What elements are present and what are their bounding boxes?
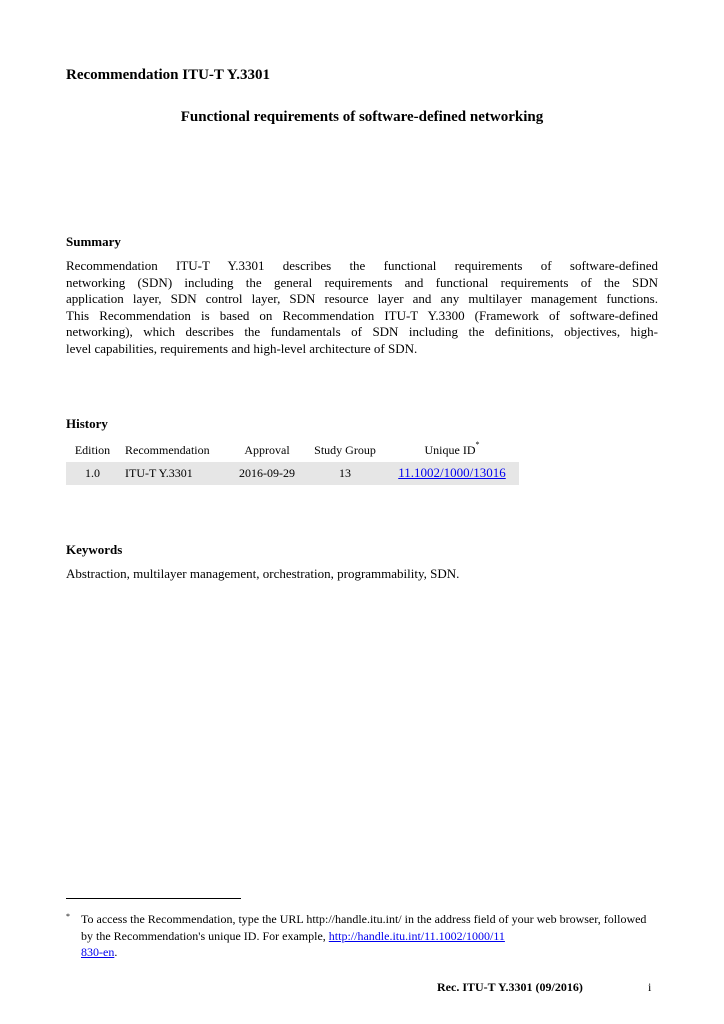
summary-line: networking (SDN) including the general requirements and functional requirements of the SDN xyxy=(66,274,658,290)
keywords-heading: Keywords xyxy=(66,542,123,557)
example-handle-link[interactable]: http://handle.itu.int/11.1002/1000/11 830-en xyxy=(81,928,505,959)
column-header-study-group: Study Group xyxy=(314,443,376,457)
table-row xyxy=(66,462,519,485)
footnote-reference: * xyxy=(475,440,480,449)
footer-label: Rec. ITU-T Y.3301 (09/2016) xyxy=(437,980,583,994)
unique-id-link[interactable]: 11.1002/1000/13016 xyxy=(398,465,506,480)
footnote xyxy=(66,911,658,961)
cell-edition: 1.0 xyxy=(66,462,119,485)
keywords-text: Abstraction, multilayer management, orchestration, programmability, SDN. xyxy=(66,566,460,581)
page-number: i xyxy=(648,980,652,994)
column-header-edition: Edition xyxy=(74,443,111,457)
history-table xyxy=(66,440,519,485)
summary-line: networking), which describes the fundamentals of SDN including the definitions, objectives, high- xyxy=(66,324,658,339)
footnote-mark: * xyxy=(66,912,70,921)
summary-line: This Recommendation is based on Recommendation ITU-T Y.3300 (Framework of software-defined xyxy=(66,307,658,323)
recommendation-number: Recommendation ITU-T Y.3301 xyxy=(66,67,271,83)
footnote-divider xyxy=(66,898,241,899)
column-header-unique-id: Unique ID* xyxy=(424,440,480,457)
cell-study-group: 13 xyxy=(305,462,385,485)
cell-unique-id xyxy=(385,462,519,485)
column-header-recommendation: Recommendation xyxy=(125,443,210,457)
summary-line: application layer, SDN control layer, SDN resource layer and any multilayer management functions. xyxy=(66,291,658,306)
summary-line: Recommendation ITU-T Y.3301 describes the functional requirements of software-defined xyxy=(66,258,658,273)
cell-approval: 2016-09-29 xyxy=(229,462,305,485)
summary-line: level capabilities, requirements and high-level architecture of SDN. xyxy=(66,340,418,356)
cell-recommendation: ITU-T Y.3301 xyxy=(119,462,229,485)
document-title: Functional requirements of software-defined networking xyxy=(180,109,544,125)
footnote-text: To access the Recommendation, type the URL http://handle.itu.int/ in the address field of your web browser, followed by the Recommendation's unique ID. For example, http://handle.itu.int/11.1002/1000/11 830-en. xyxy=(81,912,647,959)
summary-heading: Summary xyxy=(66,234,121,249)
column-header-approval: Approval xyxy=(244,443,290,457)
history-heading: History xyxy=(66,416,108,431)
history-header-row xyxy=(66,440,519,462)
summary-paragraph xyxy=(66,258,658,357)
